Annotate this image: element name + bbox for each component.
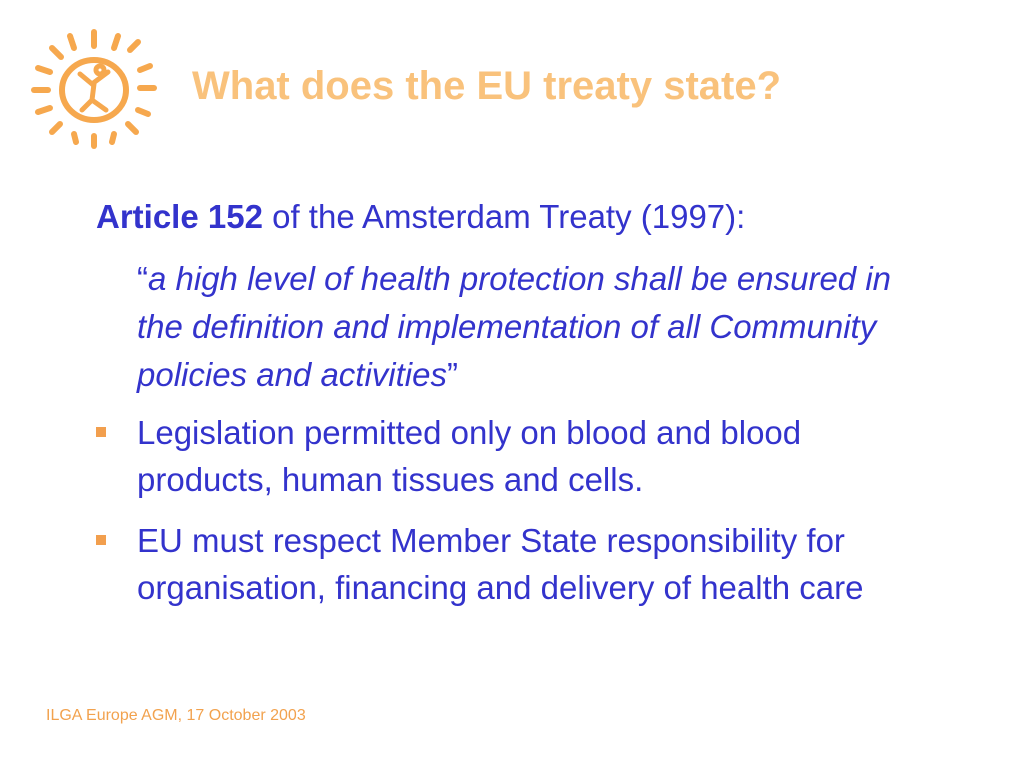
sun-logo-icon [30, 26, 160, 150]
treaty-quote [137, 255, 937, 399]
quote-close-mark: ” [447, 356, 458, 393]
slide-footer: ILGA Europe AGM, 17 October 2003 [46, 707, 306, 724]
bullet-text: Legislation permitted only on blood and blood products, human tissues and cells. [137, 414, 802, 498]
slide-title: What does the EU treaty state? [192, 64, 782, 108]
bullet-item [96, 517, 937, 611]
quote-text: a high level of health protection shall be ensured in the definition and implementation of all Community policies and activities [137, 260, 891, 393]
article-ref: Article 152 [96, 198, 263, 235]
article-description: of the Amsterdam Treaty (1997): [262, 198, 746, 235]
square-bullet-icon [96, 427, 106, 437]
bullet-list [96, 409, 976, 611]
slide-body [96, 195, 976, 611]
bullet-item [96, 409, 937, 503]
square-bullet-icon [96, 535, 106, 545]
bullet-text: EU must respect Member State responsibility for organisation, financing and delivery of health care [137, 522, 864, 606]
quote-open-mark: “ [137, 260, 148, 297]
article-reference-line [96, 195, 976, 239]
